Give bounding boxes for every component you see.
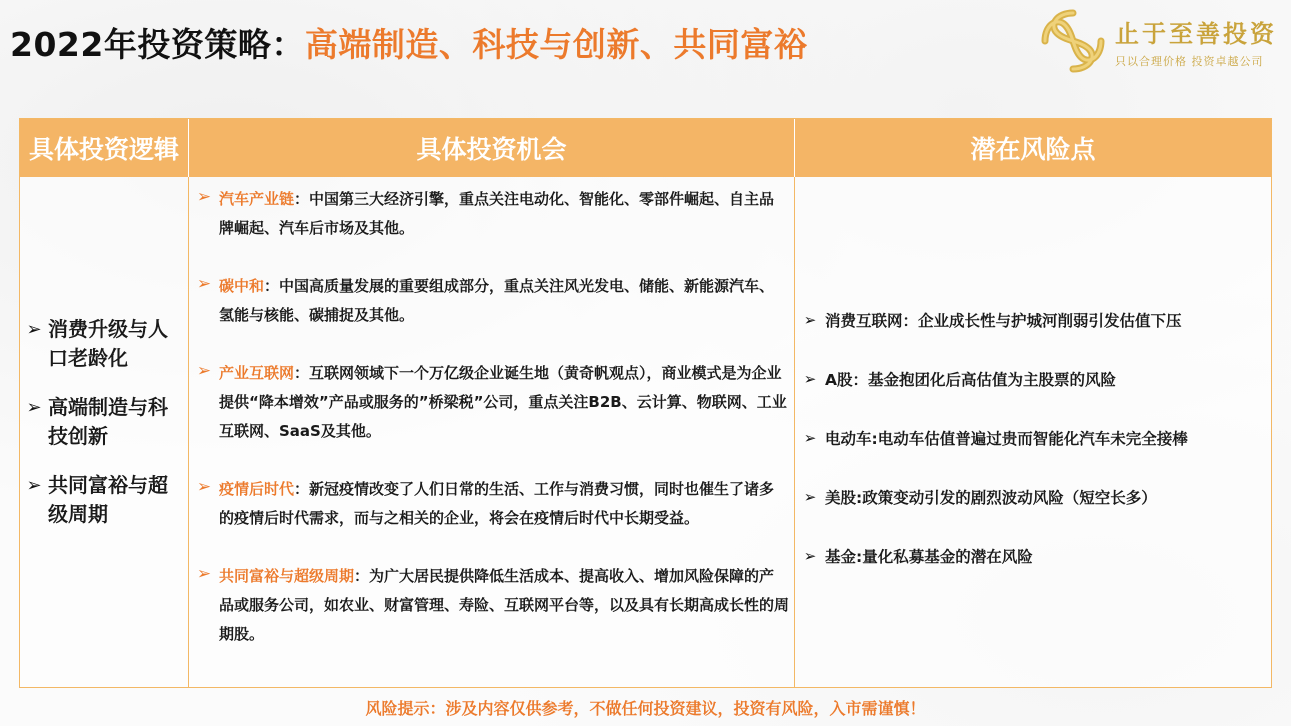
brand-name: 止于至善投资	[1115, 19, 1277, 48]
list-item	[795, 482, 1271, 512]
risk-disclaimer: 风险提示：涉及内容仅供参考，不做任何投资建议，投资有风险，入市需谨慎！	[365, 699, 926, 718]
logic-text: 消费升级与人口老龄化	[48, 317, 168, 370]
opportunities-cell	[189, 177, 795, 687]
risk-text: 基金:量化私募基金的潜在风险	[825, 548, 1033, 566]
list-item	[20, 315, 189, 373]
logic-text: 高端制造与科技创新	[48, 395, 168, 448]
logic-cell	[20, 177, 189, 687]
opportunity-head: 产业互联网	[219, 364, 295, 382]
list-item	[795, 305, 1271, 335]
header-risks: 潜在风险点	[970, 135, 1096, 164]
bullet-arrow-icon: ➢	[196, 187, 212, 207]
list-item	[795, 364, 1271, 394]
list-item	[189, 475, 795, 533]
bullet-arrow-icon: ➢	[26, 319, 42, 340]
opportunity-body: ：中国高质量发展的重要组成部分，重点关注风光发电、储能、新能源汽车、氢能与核能、碳捕捉及其他。	[219, 277, 775, 324]
risks-cell	[795, 177, 1271, 687]
risk-text: 电动车:电动车估值普遍过贵而智能化汽车未完全接棒	[825, 430, 1188, 448]
bullet-arrow-icon: ➢	[196, 361, 212, 381]
opportunities-list	[189, 185, 795, 649]
opportunity-head: 疫情后时代	[219, 480, 295, 498]
bullet-arrow-icon: ➢	[803, 429, 817, 447]
opportunity-body: ：中国第三大经济引擎，重点关注电动化、智能化、零部件崛起、自主品牌崛起、汽车后市场及其他。	[219, 190, 775, 237]
bullet-arrow-icon: ➢	[803, 370, 817, 388]
list-item	[20, 471, 189, 529]
opportunity-body: ：为广大居民提供降低生活成本、提高收入、增加风险保障的产品或服务公司，如农业、财富管理、寿险、互联网平台等，以及具有长期高成长性的周期股。	[219, 567, 790, 643]
bullet-arrow-icon: ➢	[803, 488, 817, 506]
list-item	[189, 272, 795, 330]
list-item	[189, 185, 795, 243]
logic-text: 共同富裕与超级周期	[48, 473, 168, 526]
list-item	[795, 541, 1271, 571]
opportunity-body: ：新冠疫情改变了人们日常的生活、工作与消费习惯，同时也催生了诸多的疫情后时代需求，而与之相关的企业，将会在疫情后时代中长期受益。	[219, 480, 775, 527]
risk-text: A股：基金抱团化后高估值为主股票的风险	[825, 371, 1116, 389]
brand-logo-icon	[1039, 7, 1107, 75]
risks-list	[795, 305, 1271, 600]
table-body	[20, 177, 1271, 687]
list-item	[795, 423, 1271, 453]
bullet-arrow-icon: ➢	[803, 547, 817, 565]
opportunity-body: ：互联网领域下一个万亿级企业诞生地（黄奇帆观点），商业模式是为企业提供“降本增效”产品或服务的”桥梁税”公司，重点关注B2B、云计算、物联网、工业互联网、SaaS及其他。	[219, 364, 787, 440]
bullet-arrow-icon: ➢	[26, 475, 42, 496]
header-opportunities: 具体投资机会	[189, 119, 795, 177]
list-item	[189, 359, 795, 446]
table-header	[20, 119, 1271, 177]
page-title-main: 2022年投资策略：	[10, 24, 305, 64]
bullet-arrow-icon: ➢	[803, 311, 817, 329]
bullet-arrow-icon: ➢	[196, 477, 212, 497]
list-item	[189, 562, 795, 649]
strategy-table	[19, 118, 1272, 688]
header-logic: 具体投资逻辑	[20, 119, 189, 177]
opportunity-head: 汽车产业链	[219, 190, 295, 208]
logic-list	[20, 315, 189, 549]
bullet-arrow-icon: ➢	[196, 564, 212, 584]
risk-text: 消费互联网：企业成长性与护城河削弱引发估值下压	[825, 312, 1182, 330]
list-item	[20, 393, 189, 451]
page-title	[10, 14, 807, 70]
bullet-arrow-icon: ➢	[196, 274, 212, 294]
opportunity-head: 共同富裕与超级周期	[219, 567, 355, 585]
risk-text: 美股:政策变动引发的剧烈波动风险（短空长多）	[825, 489, 1157, 507]
bullet-arrow-icon: ➢	[26, 397, 42, 418]
page-title-accent: 高端制造、科技与创新、共同富裕	[304, 24, 808, 64]
brand-slogan: 只以合理价格 投资卓越公司	[1115, 54, 1264, 68]
brand	[1039, 6, 1277, 76]
opportunity-head: 碳中和	[219, 277, 265, 295]
